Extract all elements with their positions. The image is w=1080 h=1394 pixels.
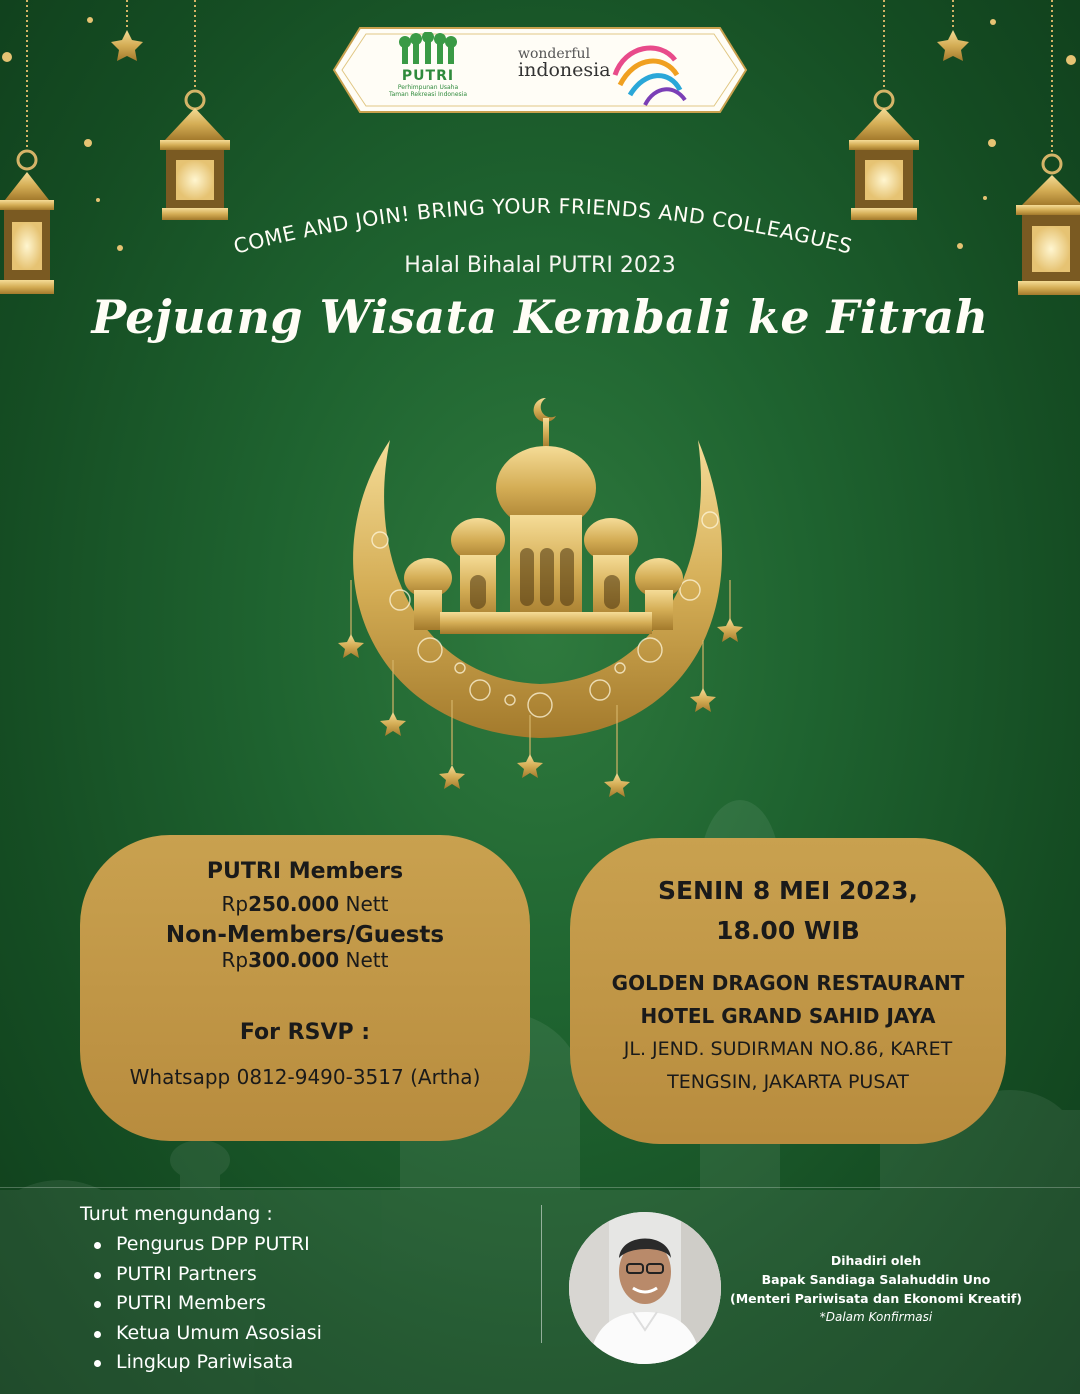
venue-line2: HOTEL GRAND SAHID JAYA — [640, 1004, 936, 1028]
putri-trees-icon — [396, 32, 460, 64]
putri-logo-sub2: Taman Rekreasi Indonesia — [388, 91, 468, 98]
rsvp-label: For RSVP : — [239, 1020, 371, 1045]
guest-photo — [569, 1212, 721, 1364]
guests-price: Rp300.000 Nett — [221, 948, 389, 972]
wi-logo-line2: indonesia — [518, 59, 611, 81]
guest-note: *Dalam Konfirmasi — [819, 1310, 933, 1324]
person-icon — [569, 1212, 721, 1364]
crescent-mosque-illustration — [338, 398, 743, 797]
invite-heading: Turut mengundang : — [80, 1203, 273, 1225]
members-label: PUTRI Members — [206, 859, 404, 884]
members-price: Rp250.000 Nett — [221, 892, 389, 916]
guest-intro: Dihadiri oleh — [830, 1253, 922, 1268]
venue-line1: GOLDEN DRAGON RESTAURANT — [611, 971, 965, 995]
vertical-divider — [541, 1205, 542, 1343]
guest-name: Bapak Sandiaga Salahuddin Uno — [761, 1272, 991, 1287]
address-line1: JL. JEND. SUDIRMAN NO.86, KARET — [623, 1038, 953, 1060]
event-date: SENIN 8 MEI 2023, — [657, 876, 919, 905]
guest-info — [722, 1251, 1030, 1327]
schedule-card — [570, 838, 1006, 1144]
address-line2: TENGSIN, JAKARTA PUSAT — [667, 1071, 909, 1093]
tagline-text: COME AND JOIN! BRING YOUR FRIENDS AND COLLEAGUES — [231, 193, 855, 259]
wi-logo-line1: wonderful — [518, 46, 591, 62]
list-item: PUTRI Partners — [92, 1260, 322, 1290]
pricing-card — [80, 835, 530, 1141]
event-time: 18.00 WIB — [716, 916, 860, 945]
event-name: Halal Bihalal PUTRI 2023 — [404, 253, 676, 278]
invite-list — [92, 1230, 322, 1378]
guest-title: (Menteri Pariwisata dan Ekonomi Kreatif) — [729, 1291, 1023, 1306]
list-item: Lingkup Pariwisata — [92, 1348, 322, 1378]
list-item: PUTRI Members — [92, 1289, 322, 1319]
svg-text:COME AND JOIN! BRING YOUR FRIE — [231, 194, 855, 259]
rsvp-contact-link[interactable]: Whatsapp 0812-9490-3517 (Artha) — [129, 1065, 481, 1089]
guests-label: Non-Members/Guests — [165, 922, 445, 948]
list-item: Pengurus DPP PUTRI — [92, 1230, 322, 1260]
putri-logo-sub1: Perhimpunan Usaha — [397, 84, 459, 91]
page-title: Pejuang Wisata Kembali ke Fitrah — [91, 290, 989, 344]
footer-divider — [0, 1187, 1080, 1188]
wonderful-indonesia-logo — [518, 46, 611, 81]
putri-logo-name: PUTRI — [401, 68, 455, 84]
putri-logo — [378, 32, 478, 98]
list-item: Ketua Umum Asosiasi — [92, 1319, 322, 1349]
garuda-swirl-icon — [605, 40, 690, 110]
